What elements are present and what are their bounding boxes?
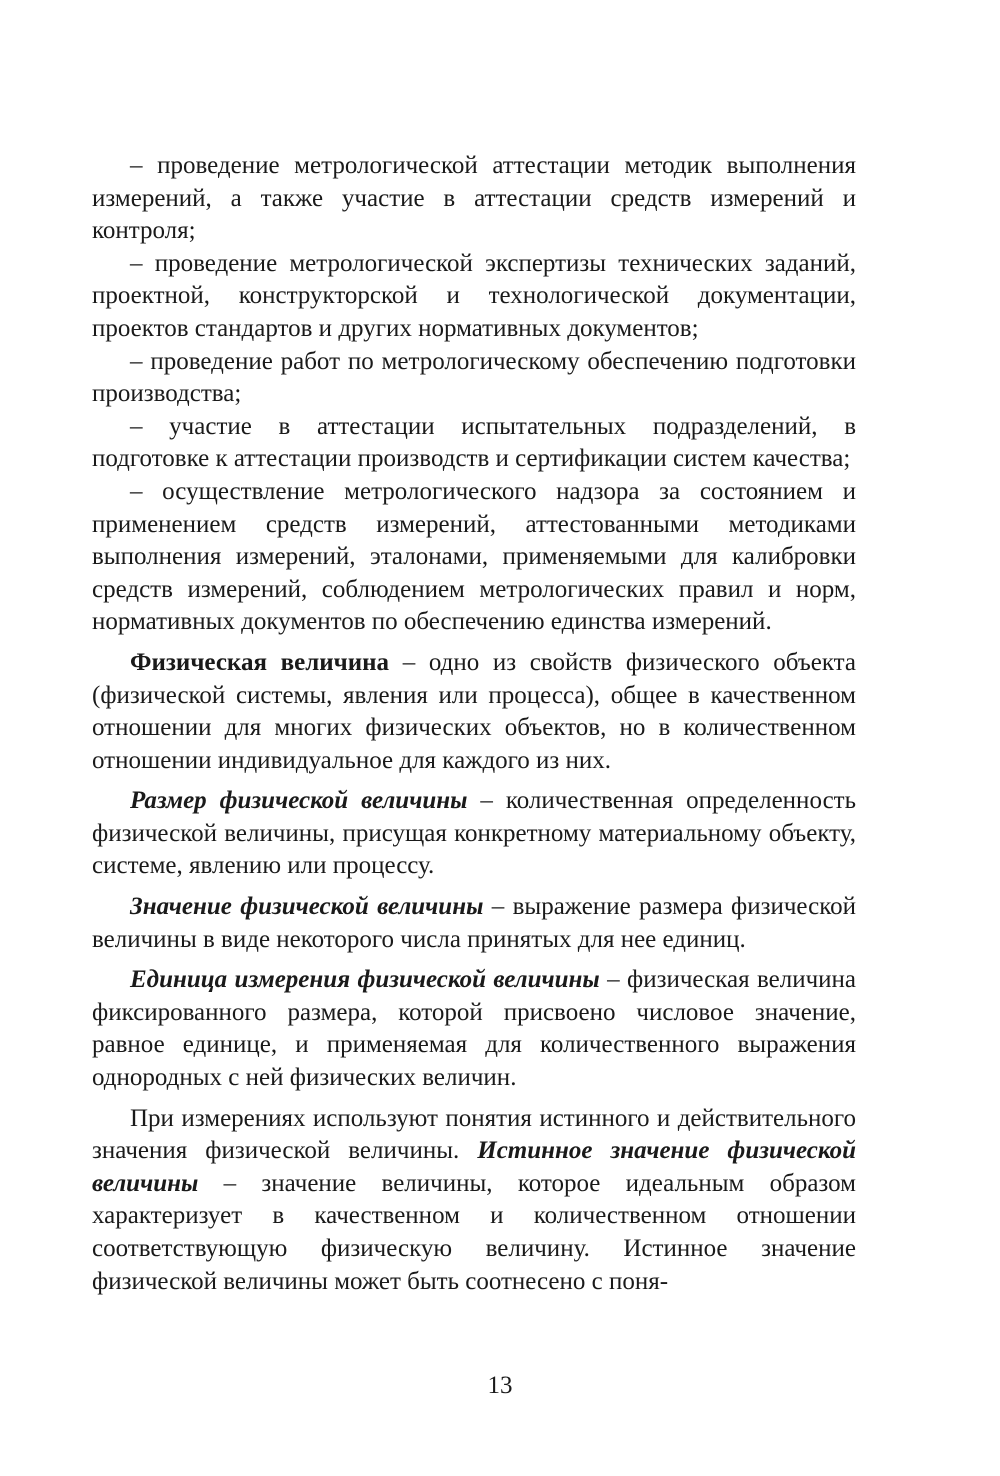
term-unit: Единица измерения физической величины: [130, 966, 600, 994]
list-item-expertise: – проведение метрологической экспертизы технических заданий, проектной, конструкторской и технологической документации, проектов стандартов и других нормативных документов;: [92, 249, 856, 342]
term-size: Размер физической величины: [130, 787, 468, 815]
page-number: 13: [487, 1372, 513, 1399]
page-body: [92, 150, 856, 1298]
definition-text: – выражение размера физической величины в виде некоторого числа принятых для нее единиц.: [92, 893, 856, 953]
term-true-value: Истинное значение физической величины: [92, 1137, 856, 1197]
definition-physical-quantity: [92, 647, 856, 777]
definition-value: [92, 891, 856, 956]
term-value: Значение физической величины: [130, 893, 484, 921]
definition-text: – количественная определенность физической величины, присущая конкретному материальному объекту, системе, явлению или процессу.: [92, 787, 856, 880]
definition-size: [92, 785, 856, 883]
list-item-supervision: – осуществление метрологического надзора за состоянием и применением средств измерений, аттестованными методиками выполнения измерений, эталонами, применяемыми для калибровки средств измерений, соблюдением метрологических правил и норм, нормативных документов по обеспечению единства измерений.: [92, 477, 856, 636]
list-item-production: – проведение работ по метрологическому обеспечению подготовки производства;: [92, 347, 856, 408]
definition-text: – физическая величина фиксированного размера, которой присвоено числовое значение, равное единице, и применяемая для количественного выражения однородных с ней физических величин.: [92, 966, 857, 1092]
paragraph-true-value: [92, 1103, 856, 1299]
list-item-attestation: – проведение метрологической аттестации методик выполнения измерений, а также участие в аттестации средств измерений и контроля;: [92, 152, 856, 245]
term-physical-quantity: Физическая величина: [130, 648, 390, 676]
list-item-labs: – участие в аттестации испытательных подразделений, в подготовке к аттестации производств и сертификации систем качества;: [92, 412, 856, 473]
paragraph-intro: При измерениях используют понятия истинного и действительного значения физической величины.: [92, 1104, 856, 1165]
paragraph-rest: – значение величины, которое идеальным образом характеризует в качественном и количественном отношении соответствующую физическую величину. Истинное значение физической величины может быть соотнесено с поня-: [92, 1169, 856, 1295]
definition-text: – одно из свойств физического объекта (физической системы, явления или процесса), общее в качественном отношении для многих физических объектов, но в количественном отношении индивидуальное для каждого из них.: [92, 648, 856, 774]
definition-unit: [92, 964, 856, 1094]
